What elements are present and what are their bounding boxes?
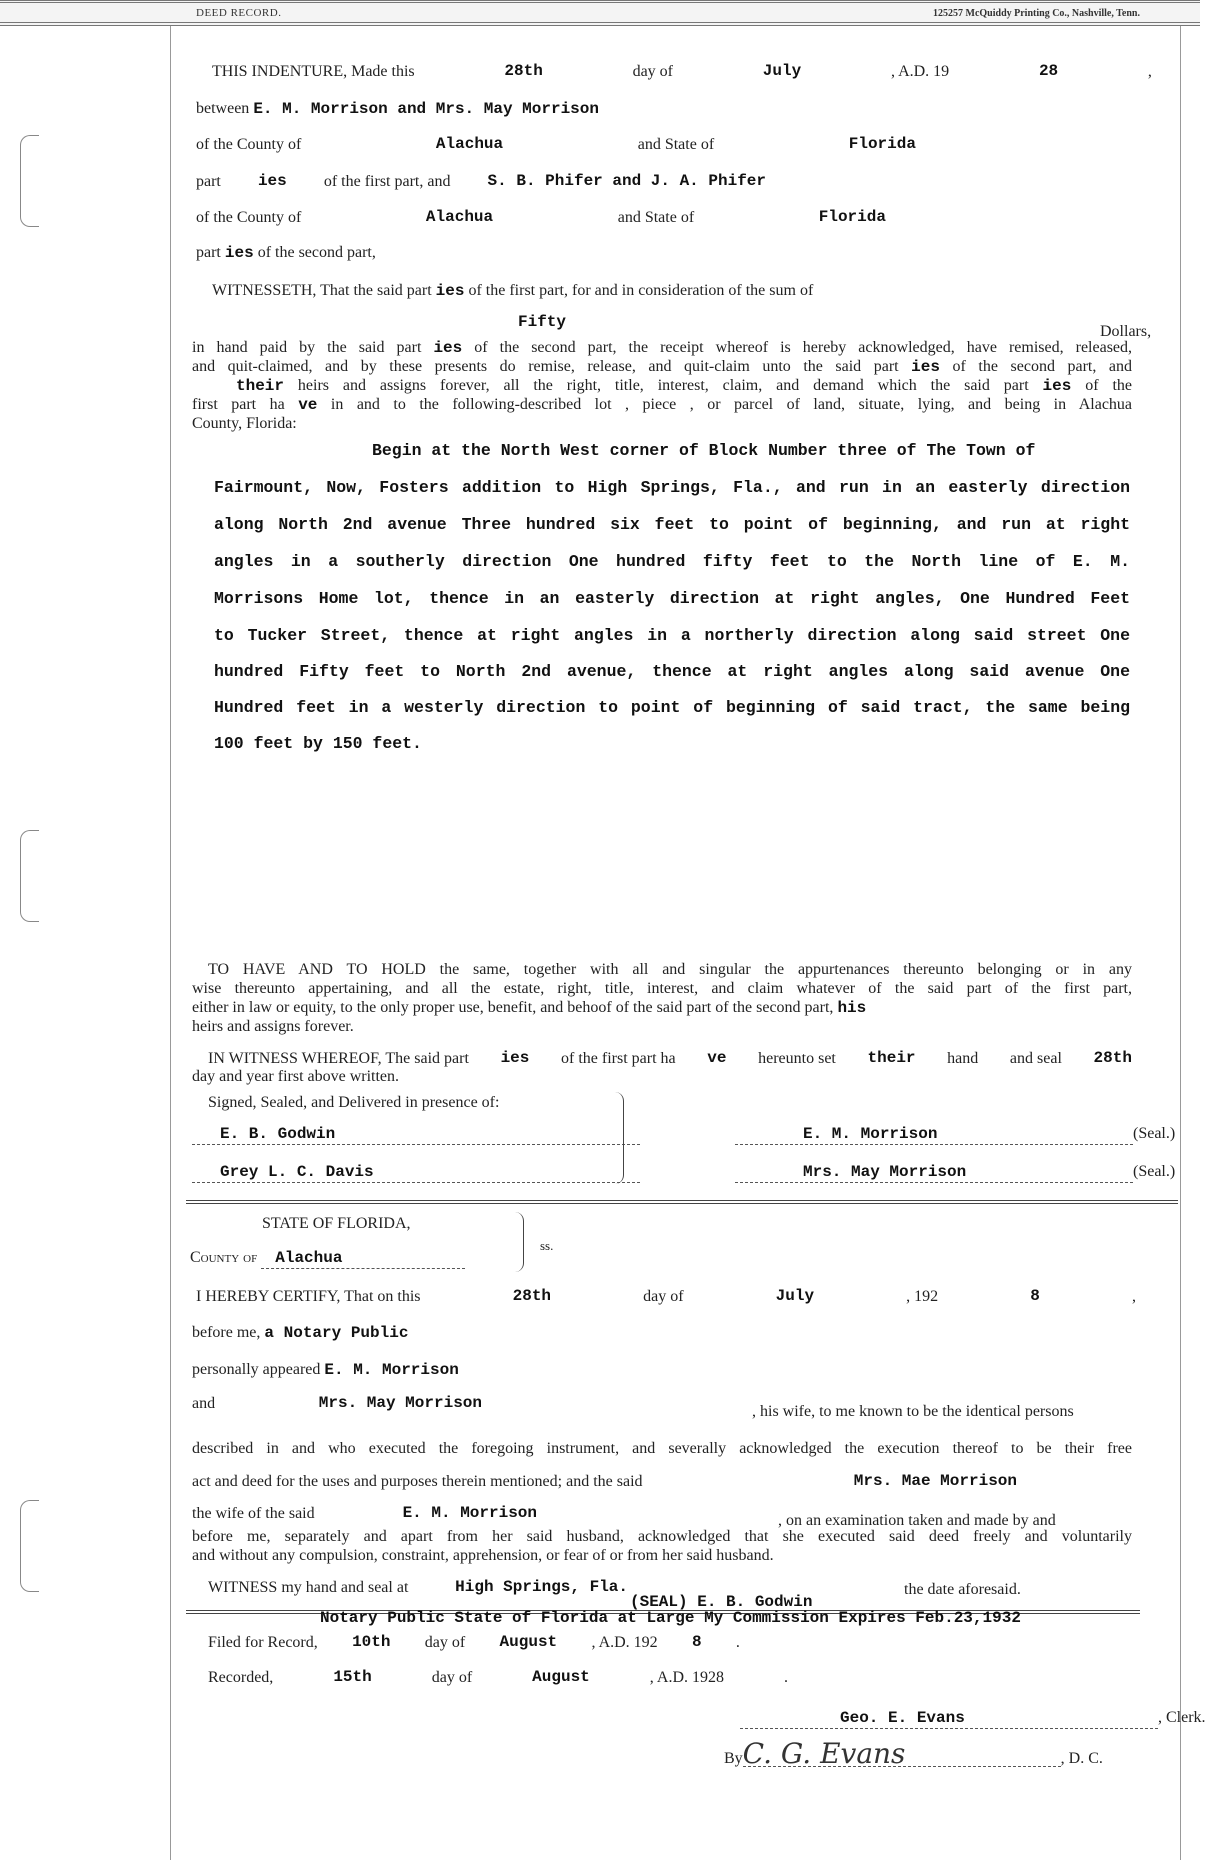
- brace: [615, 1092, 624, 1184]
- grantor-name: E. M. Morrison: [735, 1125, 1133, 1145]
- printed-text: , A.D. 192: [591, 1634, 658, 1651]
- printed-text: Signed, Sealed, and Delivered in presence of:: [208, 1094, 500, 1111]
- printed-text: , on an examination taken and made by and: [778, 1512, 1056, 1529]
- legal-description-line: Fairmount, Now, Fosters addition to High Springs, Fla., and run in an easterly direction: [214, 478, 1130, 497]
- between-line: [196, 99, 599, 119]
- acknowledgment-line: [192, 1439, 1132, 1458]
- witness-whereof-line: [208, 1049, 1132, 1068]
- printed-text: before me, separately and apart from her said husband, acknowledged that she executed said deed freely and voluntarily: [192, 1528, 1132, 1545]
- printed-text: of the first part ha: [561, 1050, 676, 1067]
- printed-text: ,: [1131, 1288, 1136, 1305]
- typed-entry: E. M. Morrison and Mrs. May Morrison: [253, 100, 599, 118]
- county-label: County of: [190, 1249, 258, 1266]
- printed-text: WITNESSETH, That the said part: [212, 282, 432, 299]
- right-margin-rule: [1180, 26, 1181, 1860]
- typed-entry: High Springs, Fla.: [455, 1578, 628, 1596]
- printed-text: day of: [632, 63, 674, 80]
- filed-for-record-line: [208, 1633, 740, 1652]
- typed-entry: Fifty: [518, 313, 567, 331]
- grant-paragraph-line: [192, 395, 1132, 415]
- personally-appeared-line: [192, 1360, 459, 1380]
- section-divider: [186, 1200, 1178, 1204]
- printed-text: hand: [947, 1050, 979, 1067]
- notary-witness-line: [208, 1578, 628, 1597]
- legal-description-line: angles in a southerly direction One hundred fifty feet to the North line of E. M.: [214, 552, 1130, 571]
- grantor-name: Mrs. May Morrison: [735, 1163, 1133, 1183]
- typed-entry: August: [532, 1668, 590, 1686]
- printed-text: act and deed for the uses and purposes therein mentioned; and the said: [192, 1473, 643, 1490]
- typed-entry: 28th: [504, 62, 543, 80]
- typed-entry: E. M. Morrison: [402, 1504, 537, 1522]
- printed-text: hereunto set: [758, 1050, 836, 1067]
- typed-entry: ies: [911, 358, 940, 376]
- printed-text: of the second part, and: [952, 358, 1133, 375]
- legal-description-line: Morrisons Home lot, thence in an easterly direction at right angles, One Hundred Feet: [214, 589, 1130, 608]
- printed-text: in hand paid by the said part: [192, 339, 422, 356]
- typed-entry: his: [837, 999, 867, 1017]
- typed-entry: ies: [435, 282, 465, 300]
- printed-text: heirs and assigns forever.: [192, 1018, 354, 1035]
- second-part-line: [196, 243, 376, 263]
- binder-hole: [20, 1500, 39, 1592]
- printed-text: Filed for Record,: [208, 1634, 318, 1651]
- habendum-line: [192, 1017, 354, 1036]
- printed-text: of the first part, and: [323, 173, 451, 190]
- printed-text: in and to the following-described lot , piece , or parcel of land, situate, lying, and being in Alachua: [330, 396, 1133, 413]
- printed-text: .: [784, 1669, 788, 1686]
- recorded-line: [208, 1668, 788, 1687]
- header-title: DEED RECORD.: [196, 7, 282, 19]
- typed-entry: Mrs. May Morrison: [318, 1394, 482, 1412]
- typed-entry: ve: [298, 396, 318, 414]
- legal-description-line: hundred Fifty feet to North 2nd avenue, thence at right angles along said avenue One: [214, 662, 1130, 681]
- typed-entry: Mrs. Mae Morrison: [853, 1472, 1017, 1490]
- printed-text: of the County of: [196, 209, 302, 226]
- printed-text: either in law or equity, to the only proper use, benefit, and behoof of the said part of the second part,: [192, 999, 834, 1016]
- legal-description-line: 100 feet by 150 feet.: [214, 734, 422, 753]
- legal-description-line: Begin at the North West corner of Block Number three of The Town of: [372, 441, 1036, 460]
- printed-text: THIS INDENTURE, Made this: [212, 63, 415, 80]
- printed-text: part: [196, 244, 225, 261]
- printed-text: of the first part, for and in consideration of the sum of: [468, 282, 814, 299]
- printed-text: day of: [431, 1669, 473, 1686]
- printed-text: and: [192, 1395, 216, 1412]
- legal-description-line: Hundred feet in a westerly direction to point of beginning of said tract, the same being: [214, 698, 1130, 717]
- grant-paragraph-line: [236, 376, 1132, 396]
- habendum-line: [192, 979, 1132, 998]
- printed-text: of the County of: [196, 136, 302, 153]
- printer-imprint: 125257 McQuiddy Printing Co., Nashville, Tenn.: [933, 8, 1140, 19]
- typed-entry: ve: [707, 1049, 727, 1067]
- printed-text: Recorded,: [208, 1669, 274, 1686]
- grantor-signature-1: [735, 1124, 1175, 1145]
- acknowledgment-line: [192, 1527, 1132, 1546]
- before-me-line: [192, 1323, 408, 1343]
- legal-description-line: along North 2nd avenue Three hundred six feet to point of beginning, and run at right: [214, 515, 1130, 534]
- typed-entry: 15th: [333, 1668, 372, 1686]
- typed-entry: 28: [1038, 62, 1059, 80]
- signed-sealed-label: [208, 1093, 499, 1112]
- certify-line: [196, 1287, 1136, 1306]
- printed-text: the date aforesaid.: [904, 1581, 1021, 1598]
- printed-text: and State of: [637, 136, 715, 153]
- witness-whereof-line: [192, 1067, 399, 1086]
- typed-entry: July: [775, 1287, 815, 1305]
- binder-hole: [20, 135, 39, 227]
- typed-entry: August: [499, 1633, 558, 1651]
- typed-entry: ies: [433, 339, 463, 357]
- typed-entry: July: [762, 62, 802, 80]
- first-party-county-line: [196, 135, 916, 154]
- witness-name: Grey L. C. Davis: [192, 1163, 640, 1183]
- printed-text: IN WITNESS WHEREOF, The said part: [208, 1050, 469, 1067]
- printed-text: between: [196, 100, 254, 117]
- printed-text: , A.D. 19: [890, 63, 950, 80]
- typed-entry: S. B. Phifer and J. A. Phifer: [487, 172, 766, 190]
- seal-label: (Seal.): [1133, 1125, 1176, 1142]
- ss-label: ss.: [540, 1238, 554, 1253]
- typed-entry: (SEAL) E. B. Godwin: [630, 1593, 813, 1611]
- by-label: By: [724, 1750, 743, 1767]
- printed-text: .: [735, 1634, 740, 1651]
- printed-text: the wife of the said: [192, 1505, 315, 1522]
- typed-entry: 8: [692, 1633, 702, 1651]
- binder-hole: [20, 830, 39, 922]
- deputy-title: , D. C.: [1060, 1750, 1103, 1767]
- notary-commission: [320, 1608, 1021, 1628]
- typed-entry: their: [236, 377, 285, 395]
- consideration-amount: [518, 312, 566, 332]
- acknowledgment-line: [192, 1472, 1017, 1491]
- printed-text: of the second part, the receipt whereof is hereby acknowledged, have remised, released,: [474, 339, 1133, 356]
- printed-text: and seal: [1009, 1050, 1062, 1067]
- witness-signature-1: [192, 1124, 640, 1145]
- typed-entry: ies: [257, 172, 287, 190]
- printed-text: I HEREBY CERTIFY, That on this: [196, 1288, 421, 1305]
- printed-text: before me,: [192, 1324, 261, 1341]
- printed-text: TO HAVE AND TO HOLD the same, together with all and singular the appurtenances thereunto belonging or in any: [208, 961, 1132, 978]
- printed-text: Dollars,: [1100, 323, 1152, 340]
- clerk-title: , Clerk.: [1158, 1709, 1206, 1726]
- printed-text: described in and who executed the foregoing instrument, and severally acknowledged the execution thereof to be their free: [192, 1440, 1132, 1457]
- venue-state: STATE OF FLORIDA,: [262, 1215, 411, 1232]
- clerk-name: Geo. E. Evans: [740, 1709, 1158, 1729]
- and-line-end: [752, 1402, 1074, 1421]
- typed-entry: ies: [1042, 377, 1072, 395]
- printed-text: and State of: [617, 209, 695, 226]
- witness-name: E. B. Godwin: [192, 1125, 640, 1145]
- habendum-line: [192, 998, 866, 1018]
- typed-entry: Alachua: [425, 208, 494, 226]
- printed-text: , his wife, to me known to be the identical persons: [752, 1403, 1074, 1420]
- printed-text: wise thereunto appertaining, and all the estate, right, title, interest, and claim whatever of the said part of the first part,: [192, 980, 1132, 997]
- printed-text: , 192: [906, 1288, 939, 1305]
- typed-entry: a Notary Public: [264, 1324, 409, 1342]
- acknowledgment-line: [192, 1546, 774, 1565]
- witnesseth-line: [212, 281, 813, 301]
- grant-paragraph-line: [192, 338, 1132, 358]
- printed-text: County, Florida:: [192, 415, 297, 432]
- grantor-signature-2: [735, 1162, 1175, 1183]
- printed-text: personally appeared: [192, 1361, 321, 1378]
- clerk-signature: [740, 1708, 1206, 1729]
- printed-text: first part ha: [192, 396, 299, 413]
- typed-entry: Florida: [818, 208, 886, 226]
- printed-text: day of: [424, 1634, 466, 1651]
- printed-text: day and year first above written.: [192, 1068, 400, 1085]
- printed-text: ,: [1147, 63, 1152, 80]
- seal-label: (Seal.): [1133, 1163, 1176, 1180]
- typed-entry: ies: [224, 244, 254, 262]
- left-margin-rule: [170, 26, 171, 1860]
- printed-text: of the: [1085, 377, 1133, 394]
- county-value: Alachua: [261, 1249, 465, 1269]
- typed-entry: E. M. Morrison: [324, 1361, 459, 1379]
- typed-entry: their: [867, 1049, 916, 1067]
- typed-entry: 28th: [1093, 1049, 1132, 1067]
- typed-entry: Alachua: [435, 135, 504, 153]
- witness-signature-2: [192, 1162, 640, 1183]
- printed-text: day of: [643, 1288, 684, 1305]
- printed-text: heirs and assigns forever, all the right, title, interest, claim, and demand which the said part: [297, 377, 1043, 394]
- typed-entry: 8: [1030, 1287, 1040, 1305]
- first-part-line: [196, 172, 766, 191]
- indenture-date-line: [212, 62, 1152, 81]
- typed-entry: 28th: [512, 1287, 552, 1305]
- printed-text: of the second part,: [257, 244, 376, 261]
- printed-text: part: [196, 173, 221, 190]
- typed-entry: 10th: [352, 1633, 391, 1651]
- brace: [515, 1212, 524, 1272]
- acknowledgment-line: [192, 1504, 537, 1523]
- typed-entry: Notary Public State of Florida at Large My Commission Expires Feb.23,1932: [320, 1609, 1021, 1627]
- printed-text: , A.D. 1928: [649, 1669, 724, 1686]
- typed-entry: Florida: [848, 135, 916, 153]
- habendum-line: [208, 960, 1132, 979]
- printed-text: and without any compulsion, constraint, apprehension, or fear of or from her said husband.: [192, 1547, 774, 1564]
- printed-text: and quit-claimed, and by these presents do remise, release, and quit-claim unto the said part: [192, 358, 912, 375]
- deputy-clerk-signature: [724, 1737, 1103, 1770]
- typed-entry: ies: [500, 1049, 530, 1067]
- notary-date-aforesaid: [904, 1580, 1021, 1599]
- venue-county: [190, 1248, 465, 1269]
- and-line: [192, 1394, 482, 1413]
- grant-paragraph-line: [192, 357, 1132, 377]
- legal-description-line: to Tucker Street, thence at right angles in a northerly direction along said street One: [214, 626, 1130, 645]
- grant-paragraph-line: [192, 414, 297, 433]
- deed-record-header: [0, 0, 1200, 26]
- second-party-county-line: [196, 208, 886, 227]
- deputy-signature: C. G. Evans: [743, 1742, 1061, 1767]
- printed-text: WITNESS my hand and seal at: [208, 1579, 409, 1596]
